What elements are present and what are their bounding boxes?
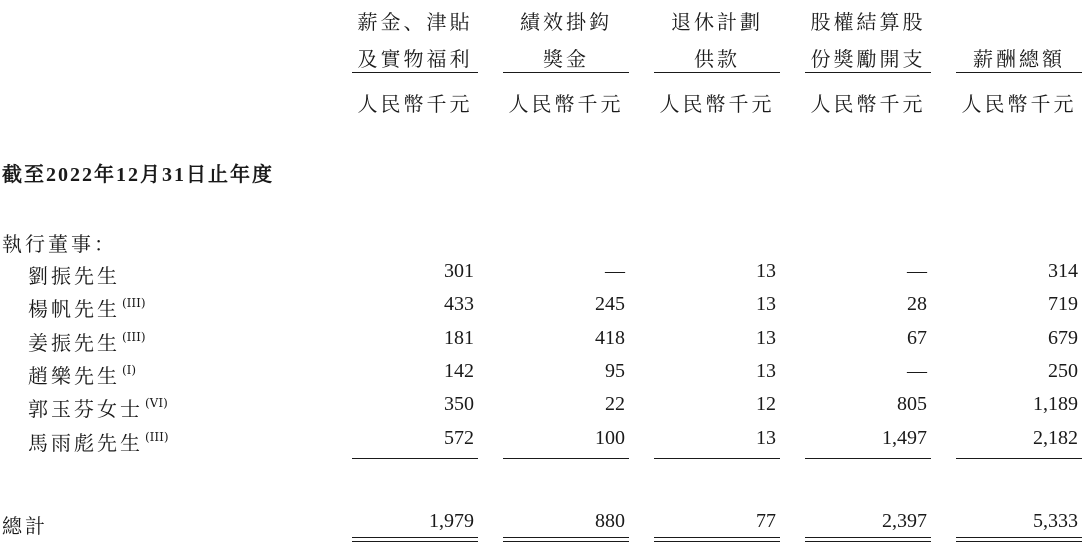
footnote-marker: (III) [122, 330, 146, 344]
total-double-rule-top [805, 537, 931, 538]
table-cell: 572 [444, 427, 474, 449]
group-label: 執行董事： [2, 232, 117, 256]
table-cell: 13 [756, 327, 776, 349]
table-cell: 142 [444, 360, 474, 382]
total-double-rule-top [956, 537, 1082, 538]
column-unit: 人民幣千元 [508, 92, 624, 116]
table-cell: 418 [595, 327, 625, 349]
table-cell: 12 [756, 393, 776, 415]
table-cell: 181 [444, 327, 474, 349]
director-name-text: 馬雨彪先生 [28, 431, 143, 455]
table-cell: 1,497 [882, 427, 927, 449]
period-suffix: 日止年度 [186, 162, 274, 186]
total-cell: 77 [756, 510, 776, 532]
footnote-marker: (VI) [145, 396, 168, 410]
table-cell: 245 [595, 293, 625, 315]
table-cell: 13 [756, 427, 776, 449]
director-name-text: 劉振先生 [28, 264, 120, 288]
table-cell: 250 [1048, 360, 1078, 382]
table-cell: 13 [756, 293, 776, 315]
director-name [28, 427, 169, 456]
period-prefix: 截至 [2, 162, 46, 186]
footnote-marker: (III) [122, 296, 146, 310]
column-unit: 人民幣千元 [357, 92, 473, 116]
subtotal-rule [654, 458, 780, 459]
subtotal-rule [805, 458, 931, 459]
column-header-line1: 績效掛鈎 [520, 10, 612, 34]
table-cell: 350 [444, 393, 474, 415]
director-name-text: 郭玉芬女士 [28, 397, 143, 421]
table-cell: 1,189 [1033, 393, 1078, 415]
table-cell: 2,182 [1033, 427, 1078, 449]
total-double-rule-bottom [956, 541, 1082, 542]
director-name-text: 趙樂先生 [28, 364, 120, 388]
column-unit: 人民幣千元 [810, 92, 926, 116]
period-month-suffix: 月 [140, 162, 162, 186]
director-name-text: 姜振先生 [28, 331, 120, 355]
total-double-rule-top [654, 537, 780, 538]
column-unit: 人民幣千元 [961, 92, 1077, 116]
column-header-line2: 薪酬總額 [973, 47, 1065, 71]
column-header-line1: 股權結算股 [810, 10, 926, 34]
column-unit: 人民幣千元 [659, 92, 775, 116]
table-cell: 433 [444, 293, 474, 315]
column-header-rule [503, 72, 629, 73]
table-cell: 805 [897, 393, 927, 415]
total-double-rule-bottom [352, 541, 478, 542]
table-cell: 13 [756, 360, 776, 382]
table-cell: 719 [1048, 293, 1078, 315]
director-name [28, 293, 146, 322]
table-cell: 679 [1048, 327, 1078, 349]
period-heading [2, 158, 274, 187]
total-label: 總計 [2, 514, 48, 538]
director-name [28, 327, 146, 356]
table-cell: 67 [907, 327, 927, 349]
total-cell: 1,979 [429, 510, 474, 532]
table-cell: 100 [595, 427, 625, 449]
subtotal-rule [956, 458, 1082, 459]
total-double-rule-top [352, 537, 478, 538]
director-name [28, 260, 120, 289]
director-name [28, 360, 136, 389]
director-name [28, 393, 168, 422]
table-cell: 95 [605, 360, 625, 382]
column-header-line1: 退休計劃 [671, 10, 763, 34]
column-header-rule [654, 72, 780, 73]
table-cell: — [605, 260, 625, 282]
total-cell: 880 [595, 510, 625, 532]
total-double-rule-top [503, 537, 629, 538]
period-month: 12 [116, 164, 140, 186]
total-cell: 5,333 [1033, 510, 1078, 532]
table-cell: — [907, 360, 927, 382]
column-header-line2: 及實物福利 [357, 47, 473, 71]
column-header-line2: 獎金 [543, 47, 589, 71]
period-day: 31 [162, 164, 186, 186]
subtotal-rule [503, 458, 629, 459]
column-header-rule [352, 72, 478, 73]
table-cell: — [907, 260, 927, 282]
total-double-rule-bottom [654, 541, 780, 542]
period-year: 2022 [46, 164, 94, 186]
footnote-marker: (III) [145, 430, 169, 444]
table-cell: 301 [444, 260, 474, 282]
period-year-suffix: 年 [94, 162, 116, 186]
column-header-line1: 薪金、津貼 [357, 10, 473, 34]
column-header-line2: 份獎勵開支 [810, 47, 926, 71]
total-double-rule-bottom [503, 541, 629, 542]
column-header-rule [956, 72, 1082, 73]
director-name-text: 楊帆先生 [28, 297, 120, 321]
table-cell: 13 [756, 260, 776, 282]
table-cell: 314 [1048, 260, 1078, 282]
total-double-rule-bottom [805, 541, 931, 542]
total-cell: 2,397 [882, 510, 927, 532]
column-header-rule [805, 72, 931, 73]
table-cell: 22 [605, 393, 625, 415]
footnote-marker: (I) [122, 363, 137, 377]
column-header-line2: 供款 [694, 47, 740, 71]
table-cell: 28 [907, 293, 927, 315]
subtotal-rule [352, 458, 478, 459]
